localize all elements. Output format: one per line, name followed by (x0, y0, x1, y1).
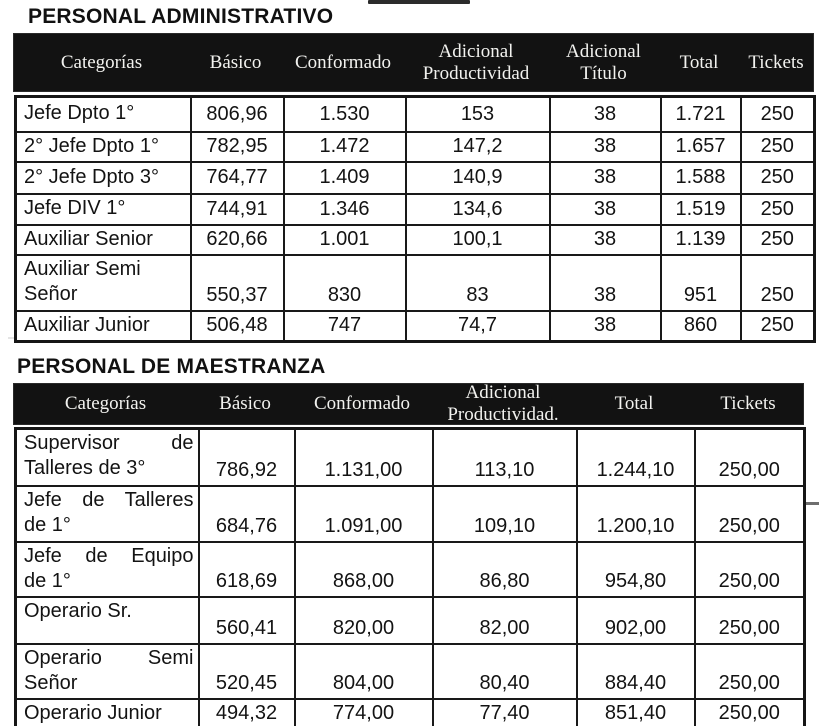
category-cell: Jefe DIV 1° (16, 194, 191, 225)
total-cell: 951 (661, 255, 741, 311)
basico-cell: 520,45 (199, 644, 295, 699)
total-cell: 1.721 (661, 97, 741, 132)
table-body (14, 427, 806, 726)
table-row (16, 162, 815, 194)
total-cell: 1.139 (661, 225, 741, 255)
conformado-cell: 820,00 (295, 597, 433, 644)
column-header-adicional-productividad: Adicional Productividad (422, 40, 530, 84)
tickets-cell: 250,00 (695, 597, 805, 644)
table-row (16, 132, 815, 162)
adicional-productividad-cell: 109,10 (433, 486, 577, 542)
conformado-cell: 830 (284, 255, 406, 311)
column-header-total: Total (679, 51, 719, 73)
basico-cell: 560,41 (199, 597, 295, 644)
total-cell: 1.657 (661, 132, 741, 162)
basico-cell: 494,32 (199, 699, 295, 726)
adicional-productividad-cell: 83 (406, 255, 550, 311)
adicional-productividad-cell: 77,40 (433, 699, 577, 726)
table-row (16, 311, 815, 342)
column-header-basico: Básico (209, 51, 262, 73)
basico-cell: 684,76 (199, 486, 295, 542)
tickets-cell: 250 (741, 132, 815, 162)
tickets-cell: 250,00 (695, 429, 805, 486)
table-row (16, 429, 805, 486)
adicional-titulo-cell: 38 (550, 162, 661, 194)
adicional-productividad-cell: 80,40 (433, 644, 577, 699)
basico-cell: 506,48 (191, 311, 284, 342)
section-title-personal-de-maestranza: PERSONAL DE MAESTRANZA (17, 355, 326, 378)
column-header-categorias: Categorías (60, 51, 143, 73)
total-cell: 884,40 (577, 644, 695, 699)
basico-cell: 782,95 (191, 132, 284, 162)
table-row (16, 97, 815, 132)
column-header-conformado: Conformado (313, 393, 411, 415)
table-header-row (14, 34, 813, 91)
category-cell: Jefe de Equipo de 1° (16, 542, 199, 597)
tickets-cell: 250 (741, 194, 815, 225)
tickets-cell: 250,00 (695, 699, 805, 726)
conformado-cell: 1.409 (284, 162, 406, 194)
table-row (16, 644, 805, 699)
column-header-tickets: Tickets (748, 51, 804, 73)
category-cell: 2° Jefe Dpto 3° (16, 162, 191, 194)
table-row (16, 486, 805, 542)
category-cell: Jefe de Talleres de 1° (16, 486, 199, 542)
category-cell: Jefe Dpto 1° (16, 97, 191, 132)
category-cell: Auxiliar Semi Señor (16, 255, 191, 311)
conformado-cell: 1.530 (284, 97, 406, 132)
table-personal-administrativo (14, 34, 813, 343)
basico-cell: 764,77 (191, 162, 284, 194)
table-personal-de-maestranza (14, 384, 803, 726)
table-row (16, 194, 815, 225)
column-header-basico: Básico (219, 393, 271, 415)
category-cell: Operario Junior (16, 699, 199, 726)
table-body (14, 95, 816, 343)
basico-cell: 806,96 (191, 97, 284, 132)
adicional-productividad-cell: 74,7 (406, 311, 550, 342)
conformado-cell: 1.131,00 (295, 429, 433, 486)
table-row (16, 542, 805, 597)
adicional-productividad-cell: 113,10 (433, 429, 577, 486)
table-row (16, 225, 815, 255)
scan-artifact-dash (806, 502, 819, 505)
tickets-cell: 250,00 (695, 644, 805, 699)
adicional-productividad-cell: 100,1 (406, 225, 550, 255)
total-cell: 1.588 (661, 162, 741, 194)
adicional-productividad-cell: 147,2 (406, 132, 550, 162)
category-cell: Operario Sr. (16, 597, 199, 644)
column-header-adicional-productividad: Adicional Productividad. (447, 382, 559, 425)
category-cell: 2° Jefe Dpto 1° (16, 132, 191, 162)
adicional-titulo-cell: 38 (550, 255, 661, 311)
conformado-cell: 868,00 (295, 542, 433, 597)
tickets-cell: 250 (741, 225, 815, 255)
tickets-cell: 250 (741, 162, 815, 194)
total-cell: 851,40 (577, 699, 695, 726)
basico-cell: 550,37 (191, 255, 284, 311)
column-header-categorias: Categorías (64, 393, 147, 415)
tickets-cell: 250 (741, 97, 815, 132)
adicional-productividad-cell: 82,00 (433, 597, 577, 644)
table-row (16, 255, 815, 311)
total-cell: 860 (661, 311, 741, 342)
adicional-productividad-cell: 140,9 (406, 162, 550, 194)
total-cell: 1.519 (661, 194, 741, 225)
table-header-row (14, 384, 803, 424)
total-cell: 1.244,10 (577, 429, 695, 486)
category-cell: Auxiliar Junior (16, 311, 191, 342)
adicional-productividad-cell: 134,6 (406, 194, 550, 225)
conformado-cell: 804,00 (295, 644, 433, 699)
column-header-tickets: Tickets (720, 393, 776, 415)
table-row (16, 597, 805, 644)
category-cell: Supervisor de Talleres de 3° (16, 429, 199, 486)
tickets-cell: 250 (741, 311, 815, 342)
basico-cell: 744,91 (191, 194, 284, 225)
category-cell: Auxiliar Senior (16, 225, 191, 255)
table-row (16, 699, 805, 726)
conformado-cell: 774,00 (295, 699, 433, 726)
column-header-adicional-titulo: Adicional Título (566, 40, 641, 84)
tickets-cell: 250,00 (695, 486, 805, 542)
conformado-cell: 1.091,00 (295, 486, 433, 542)
adicional-titulo-cell: 38 (550, 311, 661, 342)
column-header-total: Total (614, 393, 654, 415)
adicional-productividad-cell: 86,80 (433, 542, 577, 597)
column-header-conformado: Conformado (294, 51, 392, 73)
conformado-cell: 747 (284, 311, 406, 342)
scan-artifact-top-bar (368, 0, 470, 4)
section-title-personal-administrativo: PERSONAL ADMINISTRATIVO (28, 5, 334, 28)
conformado-cell: 1.472 (284, 132, 406, 162)
conformado-cell: 1.001 (284, 225, 406, 255)
total-cell: 1.200,10 (577, 486, 695, 542)
category-cell: Operario Semi Señor (16, 644, 199, 699)
adicional-titulo-cell: 38 (550, 225, 661, 255)
total-cell: 954,80 (577, 542, 695, 597)
basico-cell: 620,66 (191, 225, 284, 255)
tickets-cell: 250,00 (695, 542, 805, 597)
adicional-titulo-cell: 38 (550, 132, 661, 162)
total-cell: 902,00 (577, 597, 695, 644)
basico-cell: 618,69 (199, 542, 295, 597)
adicional-titulo-cell: 38 (550, 97, 661, 132)
adicional-productividad-cell: 153 (406, 97, 550, 132)
conformado-cell: 1.346 (284, 194, 406, 225)
basico-cell: 786,92 (199, 429, 295, 486)
tickets-cell: 250 (741, 255, 815, 311)
adicional-titulo-cell: 38 (550, 194, 661, 225)
